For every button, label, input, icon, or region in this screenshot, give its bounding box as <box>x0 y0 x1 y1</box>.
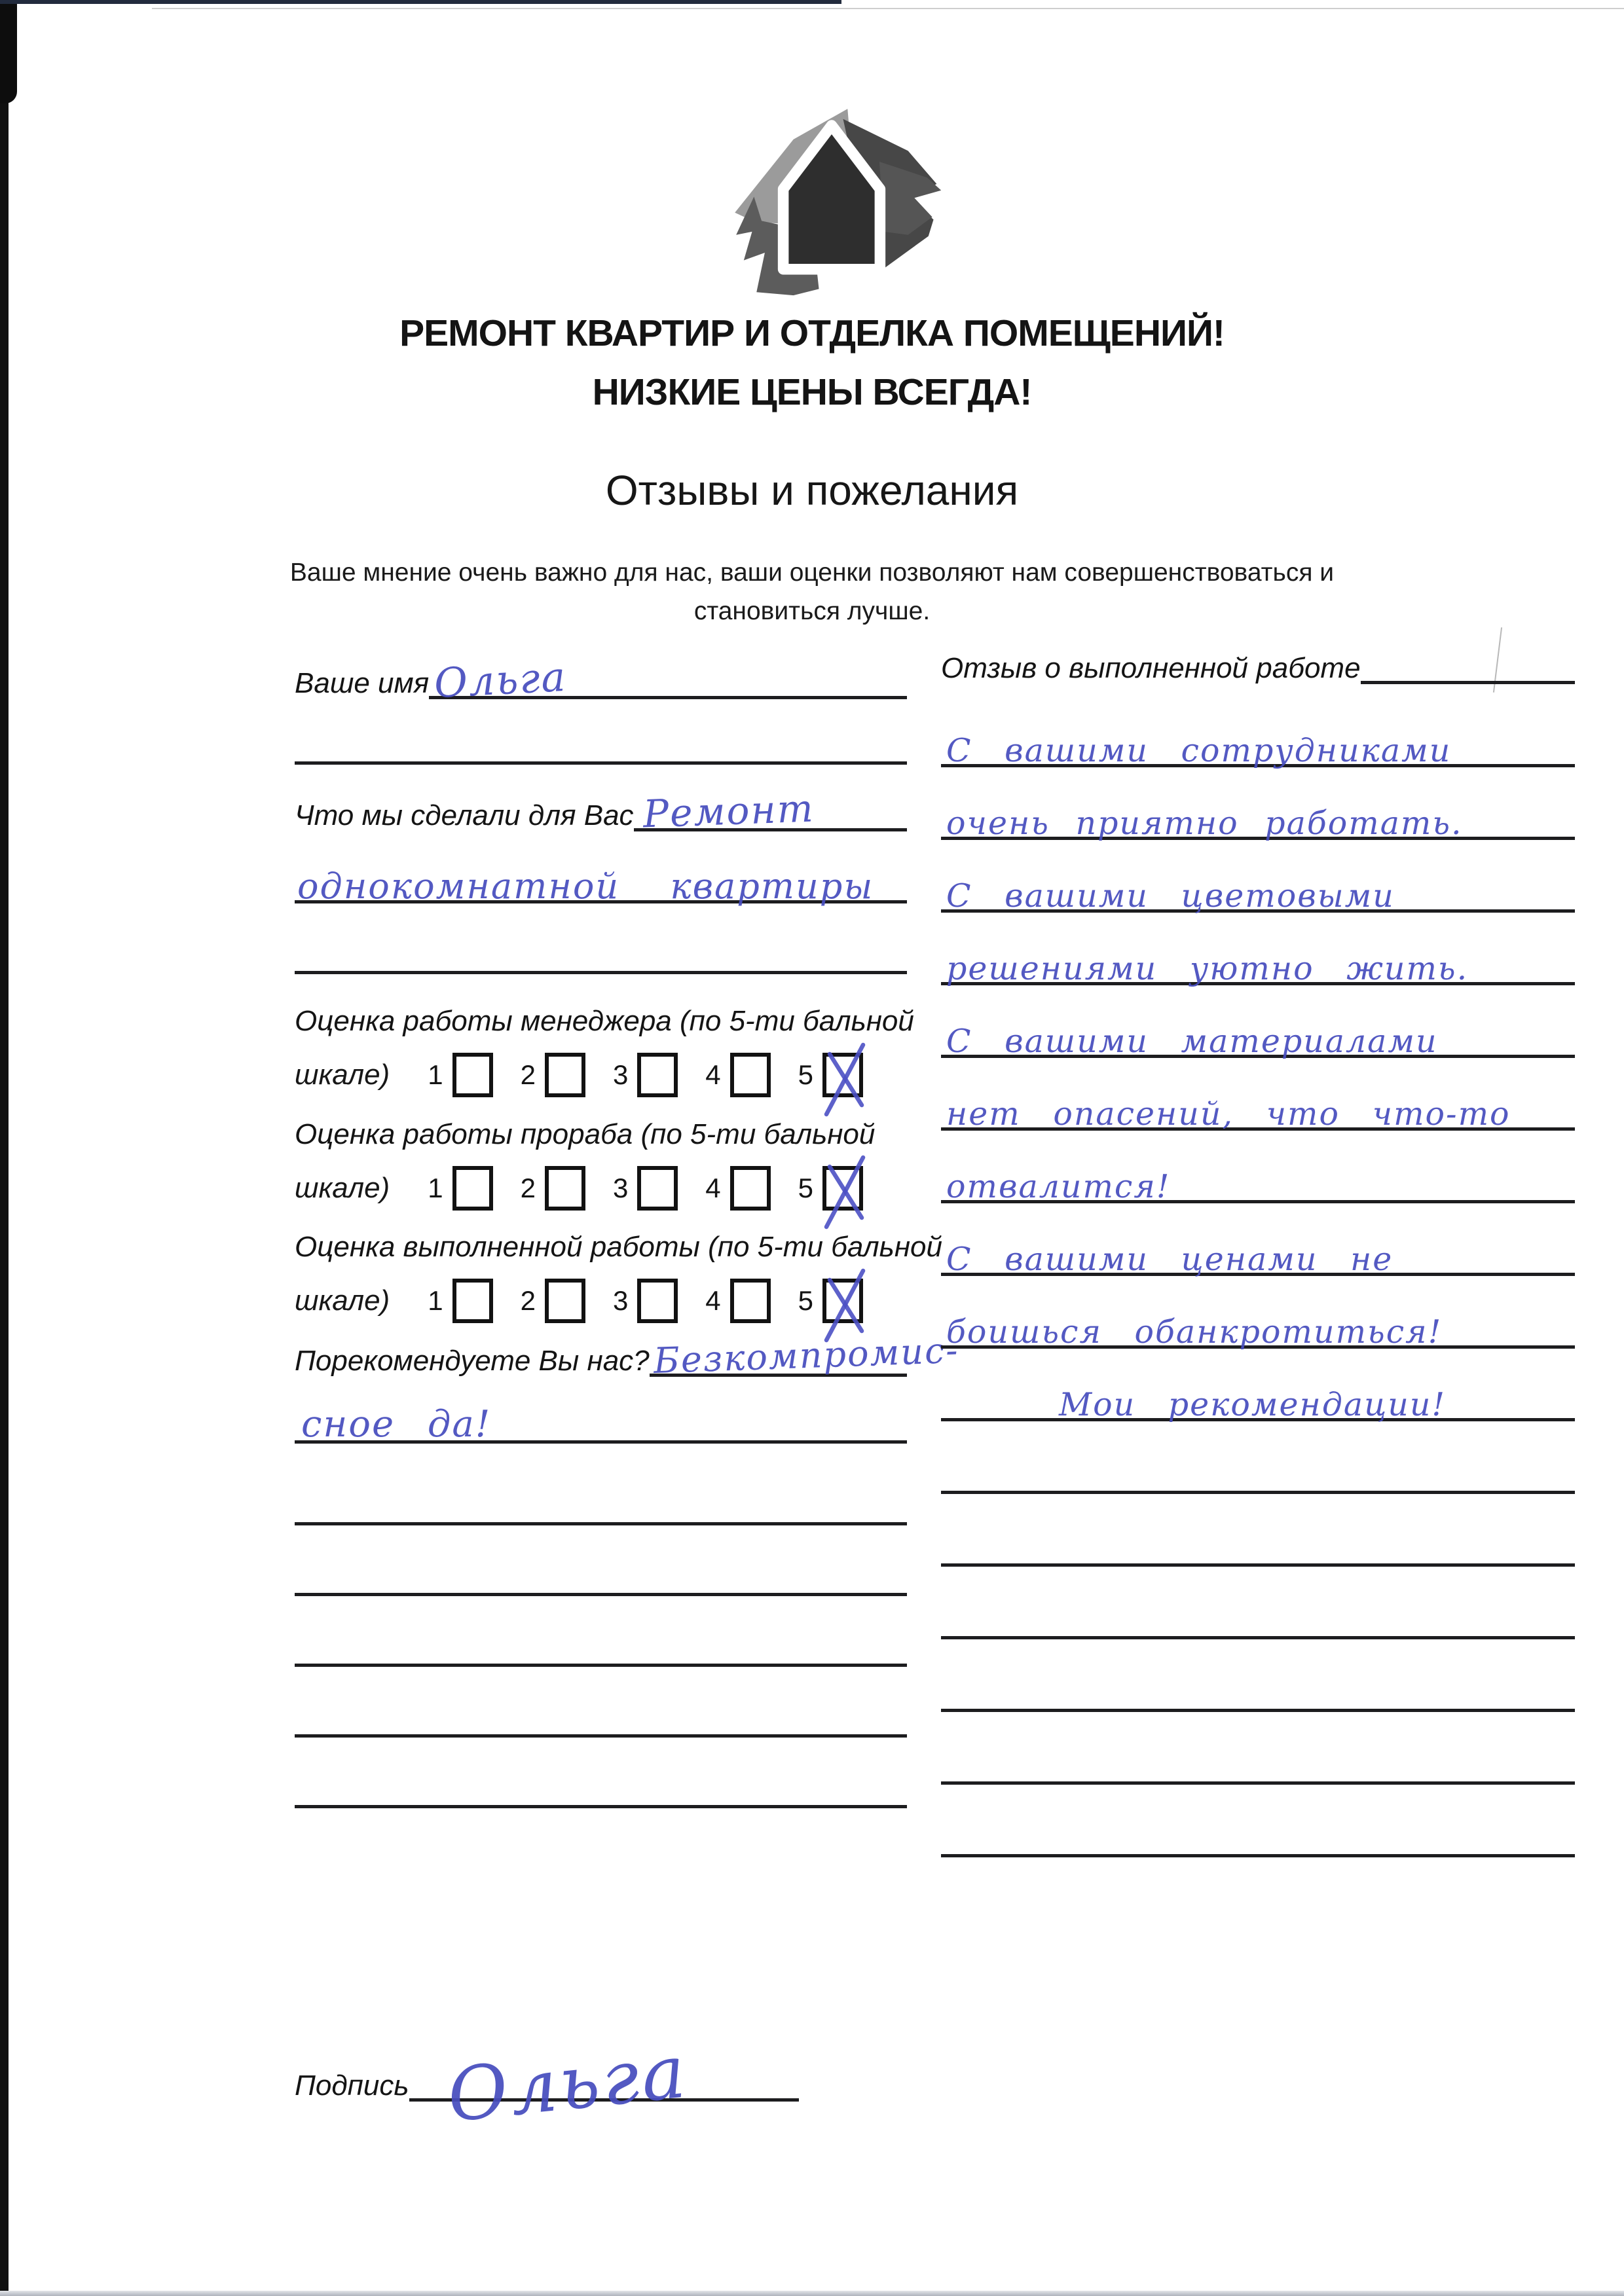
checkbox <box>452 1279 493 1323</box>
handwritten-recommend-line1: Безкомпромис- <box>652 1329 960 1382</box>
field-review <box>941 644 1575 684</box>
handwritten-review-text: решениями уютно жить. <box>946 950 1469 987</box>
rating-completed-work-label: Оценка выполненной работы (по 5-ти бальной <box>295 1231 942 1263</box>
your-name-label: Ваше имя <box>295 666 430 699</box>
handwritten-signature: Ольга <box>443 2029 692 2139</box>
ruled-line <box>295 1664 907 1667</box>
ruled-line <box>941 1785 1575 1857</box>
field-work-done-line2 <box>295 833 907 907</box>
form-subtitle: Ваше мнение очень важно для нас, ваши оценки позволяют нам совершенствоваться и становиться лучше. <box>289 558 1335 625</box>
review-label: Отзыв о выполненной работе <box>941 651 1361 684</box>
handwritten-work-line2: однокомнатной квартиры <box>297 866 874 907</box>
review-ruled-line <box>941 1276 1575 1349</box>
recommend-line2 <box>295 1372 907 1444</box>
checkbox <box>730 1166 771 1211</box>
handwritten-review-text: отвалится! <box>946 1168 1171 1205</box>
checkbox <box>637 1279 678 1323</box>
rating-number: 4 <box>705 1285 721 1316</box>
x-mark-icon <box>820 1136 871 1246</box>
rating-number: 5 <box>798 1285 814 1316</box>
ruled-line <box>295 761 907 765</box>
work-done-label: Что мы сделали для Вас <box>295 799 634 831</box>
review-ruled-line <box>941 1349 1575 1421</box>
header-line-1: РЕМОНТ КВАРТИР И ОТДЕЛКА ПОМЕЩЕНИЙ! <box>399 312 1225 354</box>
rating-number: 2 <box>520 1285 536 1316</box>
rating-completed-work <box>295 1231 942 1324</box>
rating-number: 3 <box>612 1059 629 1090</box>
review-lines <box>941 695 1575 1857</box>
checkbox <box>637 1166 678 1211</box>
field-recommend <box>295 1326 960 1382</box>
scan-edge-top <box>0 0 841 4</box>
checkbox-checked <box>822 1279 863 1323</box>
scan-line-artifact <box>152 8 1624 9</box>
handwritten-review-text: С вашими материалами <box>946 1023 1438 1060</box>
ruled-line <box>941 1494 1575 1567</box>
rating-number: 1 <box>428 1059 443 1090</box>
review-ruled-line <box>941 1203 1575 1276</box>
rating-foreman <box>295 1118 910 1211</box>
handwritten-work-line1: Ремонт <box>642 786 815 837</box>
checkbox <box>730 1279 771 1323</box>
rating-number: 1 <box>428 1285 443 1316</box>
rating-number: 3 <box>612 1173 629 1203</box>
rating-manager-label: Оценка работы менеджера (по 5-ти бальной <box>295 1005 914 1037</box>
rating-number: 1 <box>428 1173 443 1203</box>
review-ruled-line <box>941 767 1575 840</box>
handwritten-recommend-line2: сное да! <box>301 1403 492 1446</box>
rating-manager <box>295 1005 914 1098</box>
rating-number: 4 <box>705 1173 721 1203</box>
work-done-line <box>634 773 907 837</box>
handwritten-review-text: очень приятно работать. <box>946 805 1463 842</box>
ruled-line <box>295 1734 907 1738</box>
handwritten-review-text: нет опасений, что что-то <box>946 1095 1511 1133</box>
rating-number: 3 <box>612 1285 629 1316</box>
review-label-line <box>1361 640 1575 684</box>
checkbox <box>545 1053 585 1097</box>
checkbox-checked <box>822 1166 863 1211</box>
rating-number: 5 <box>798 1173 814 1203</box>
handwritten-review-text: С вашими сотрудниками <box>946 732 1452 769</box>
house-paint-logo-icon <box>717 98 946 314</box>
x-mark-icon <box>820 1040 871 1117</box>
field-work-done <box>295 776 907 837</box>
rating-number: 5 <box>798 1059 814 1090</box>
ruled-line <box>941 1567 1575 1639</box>
field-signature <box>295 2029 799 2139</box>
ruled-line <box>295 971 907 974</box>
checkbox <box>545 1166 585 1211</box>
field-your-name <box>295 642 907 708</box>
signature-line <box>409 2029 800 2139</box>
handwritten-name: Ольга <box>433 652 568 708</box>
ruled-line <box>941 1421 1575 1494</box>
header-line-2: НИЗКИЕ ЦЕНЫ ВСЕГДА! <box>592 371 1032 413</box>
handwritten-review-text: С вашими цветовыми <box>946 877 1395 915</box>
rating-number: 2 <box>520 1059 536 1090</box>
ruled-line <box>295 1805 907 1808</box>
ruled-line <box>941 1712 1575 1785</box>
checkbox <box>452 1053 493 1097</box>
scan-edge-bottom <box>0 2291 1624 2296</box>
checkbox <box>730 1053 771 1097</box>
handwritten-review-text: С вашими ценами не <box>946 1241 1393 1278</box>
signature-label: Подпись <box>295 2069 409 2102</box>
review-ruled-line <box>941 1131 1575 1203</box>
rating-scale-label: шкале) <box>295 1285 390 1317</box>
form-title: Отзывы и пожелания <box>605 467 1019 514</box>
house-paint-logo <box>717 98 946 314</box>
rating-completed-work-scale <box>295 1278 910 1324</box>
rating-foreman-label: Оценка работы прораба (по 5-ти бальной <box>295 1118 876 1150</box>
rating-manager-scale <box>295 1052 910 1098</box>
rating-number: 4 <box>705 1059 721 1090</box>
rating-foreman-scale <box>295 1165 910 1211</box>
ruled-line <box>295 1522 907 1525</box>
handwritten-review-text: боишься обанкротиться! <box>946 1313 1443 1351</box>
rating-number: 2 <box>520 1173 536 1203</box>
recommend-label: Порекомендуете Вы нас? <box>295 1344 650 1377</box>
your-name-line <box>429 638 907 708</box>
review-ruled-line <box>941 913 1575 985</box>
work-done-line2 <box>295 829 907 907</box>
field-recommend-line2 <box>295 1375 907 1444</box>
checkbox <box>545 1279 585 1323</box>
checkbox <box>637 1053 678 1097</box>
review-ruled-line <box>941 985 1575 1058</box>
ruled-line <box>295 1593 907 1596</box>
checkbox <box>452 1166 493 1211</box>
rating-scale-label: шкале) <box>295 1059 390 1091</box>
recommend-line <box>650 1322 960 1382</box>
handwritten-review-text: Мои рекомендации! <box>1059 1386 1447 1423</box>
review-ruled-line <box>941 1058 1575 1131</box>
scan-edge-left-top <box>0 0 17 103</box>
review-ruled-line <box>941 840 1575 913</box>
checkbox-checked <box>822 1053 863 1097</box>
review-ruled-line <box>941 695 1575 767</box>
ruled-line <box>941 1639 1575 1712</box>
rating-scale-label: шкале) <box>295 1172 390 1204</box>
